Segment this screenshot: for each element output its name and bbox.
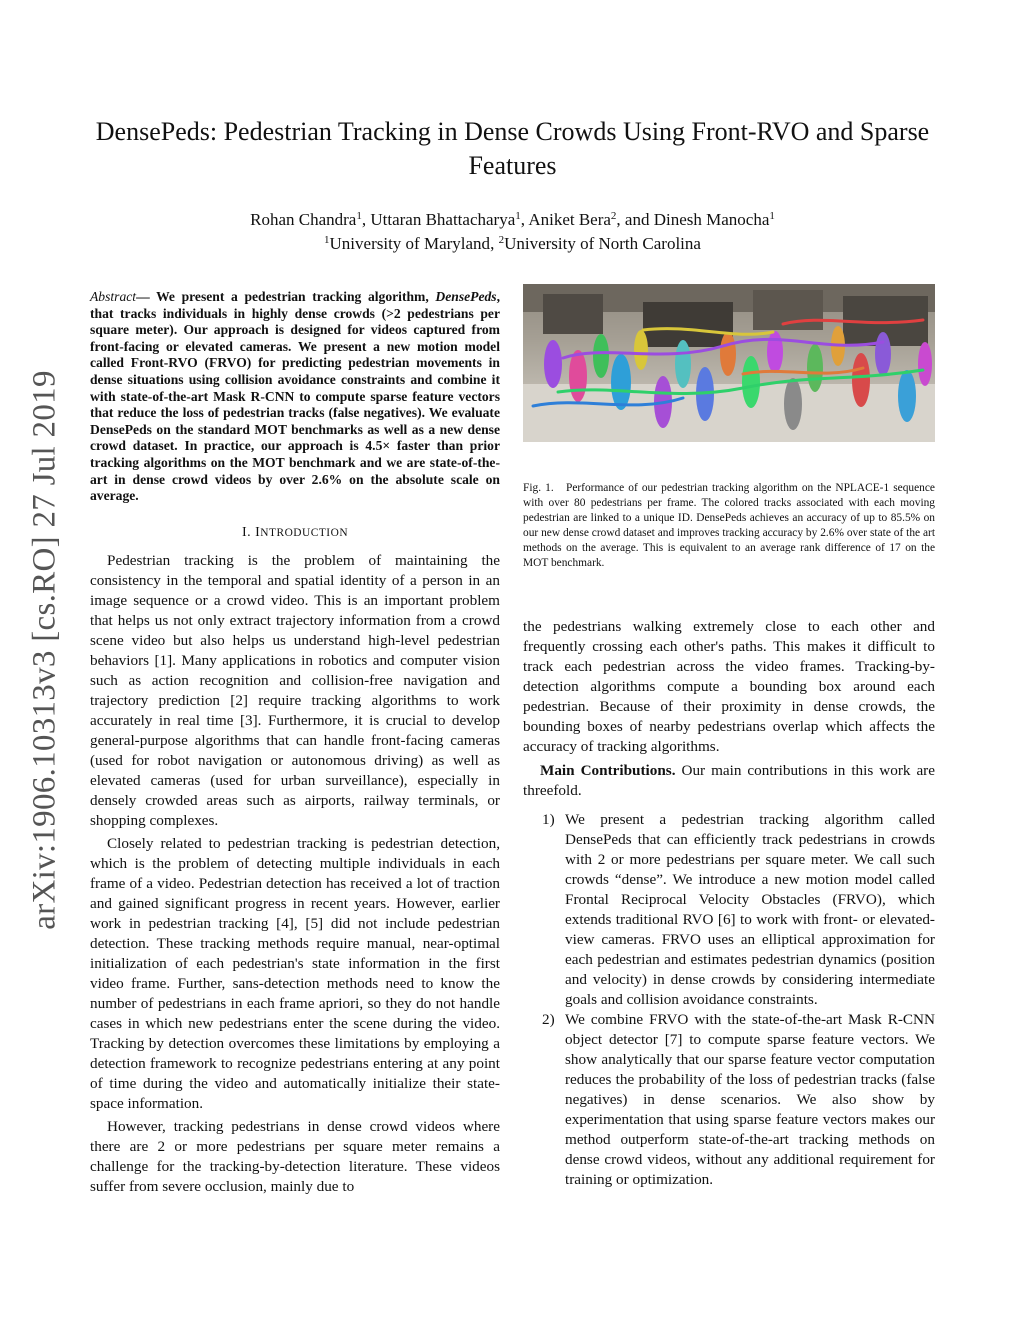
affiliation-marker: 1	[769, 210, 775, 222]
crowd-tracking-illustration	[523, 284, 935, 442]
list-item-number: 2)	[542, 1011, 555, 1028]
list-item-text: We present a pedestrian tracking algorithm called DensePeds that can efficiently track pedestrians in crowds with 2 or more pedestrians per square meter. We call such crowds “dense”. We introduce a new motion model called Frontal Reciprocal Velocity Obstacles (FRVO), which extends traditional RVO [6] to work with front- or elevated-view cameras. FRVO uses an elliptical approximation for each pedestrian and estimates pedestrian dynamics (position and velocity) in dense crowds by considering intermediate goals and collision avoidance constraints.	[565, 811, 935, 1008]
figure-caption	[523, 481, 935, 571]
arxiv-id-text: arXiv:1906.10313v3 [cs.RO] 27 Jul 2019	[26, 370, 63, 930]
author-name: Uttaran Bhattacharya	[370, 210, 516, 229]
author-name: Rohan Chandra	[250, 210, 357, 229]
paper-title: DensePeds: Pedestrian Tracking in Dense Crowds Using Front-RVO and Sparse Features	[95, 117, 930, 180]
figure-caption-text: Performance of our pedestrian tracking algorithm on the NPLACE-1 sequence with over 80 pedestrians per frame. The colored tracks associated with each moving pedestrian are linked to a unique ID. DensePeds achieves an accuracy of up to 85.5% on our new dense crowd dataset and improves tracking accuracy by 2.6% over state of the art methods on the average. This is equivalent to an average rank difference of 17 on the MOT benchmark.	[523, 482, 935, 569]
list-item-text: We combine FRVO with the state-of-the-art Mask R-CNN object detector [7] to compute sparse feature vectors. We show analytically that our sparse feature vector computation reduces the probability of the loss of pedestrian tracks (false negatives) in dense scenarios. We also show by experimentation that using sparse feature vectors makes our method outperform state-of-the-art tracking methods on dense crowd videos, without any additional requirement for training or optimization.	[565, 1011, 935, 1188]
background-structure	[643, 302, 733, 347]
affiliation-list	[90, 232, 935, 256]
section-heading-introduction	[90, 525, 500, 541]
pedestrian-mask	[742, 356, 760, 408]
pedestrian-mask	[544, 340, 562, 388]
affiliation-number: 1	[324, 234, 330, 246]
contributions-intro	[523, 761, 935, 801]
list-item	[523, 810, 935, 1010]
contributions-intro-text: Our main contributions in this work are threefold.	[523, 762, 935, 799]
abstract	[90, 289, 500, 505]
right-column	[523, 617, 935, 1190]
list-item	[523, 1010, 935, 1190]
author-block	[90, 208, 935, 256]
author-separator: , and	[616, 210, 654, 229]
contributions-heading: Main Contributions.	[540, 762, 676, 779]
author-list	[90, 208, 935, 232]
author-separator: ,	[520, 210, 529, 229]
abstract-label: Abstract	[90, 289, 137, 304]
body-paragraph: the pedestrians walking extremely close to each other and frequently crossing each other's paths. This makes it difficult to track each pedestrian across the video frames. Tracking-by-detection algorithms compute a bounding box around each pedestrian. Because of their proximity in dense crowds, the bounding boxes of nearby pedestrians overlap which affects the accuracy of tracking algorithms.	[523, 618, 935, 755]
affiliation-marker: 1	[356, 210, 362, 222]
background-structure	[543, 294, 603, 334]
section-title-rest: NTRODUCTION	[260, 526, 349, 539]
affiliation-separator: ,	[490, 234, 499, 253]
section-title-initial: I	[255, 524, 261, 540]
affiliation-name: University of North Carolina	[504, 234, 701, 253]
pedestrian-mask	[720, 332, 736, 376]
abstract-intro: — We present a pedestrian tracking algorithm,	[136, 289, 436, 304]
intro-paragraph: However, tracking pedestrians in dense crowd videos where there are 2 or more pedestrians per square meter remains a challenge for the tracking-by-detection literature. These videos suffer from severe occlusion, mainly due to	[90, 1117, 500, 1195]
list-item-number: 1)	[542, 811, 555, 828]
pedestrian-mask	[675, 340, 691, 388]
pedestrian-mask	[611, 354, 631, 410]
pedestrian-mask	[593, 334, 609, 378]
intro-paragraph: Closely related to pedestrian tracking is pedestrian detection, which is the problem of detecting multiple individuals in each frame of a video. Pedestrian detection has received a lot of traction and gained significant progress in recent years. However, earlier work in pedestrian tracking [4], [5] did not include pedestrian detection. These tracking methods require manual, near-optimal initialization of each pedestrian's state information in the first video frame. Further, sans-detection methods need to know the number of pedestrians in each frame apriori, so they do not handle cases in which new pedestrians enter the scene during the video. Tracking by detection overcomes these limitations by employing a detection framework to recognize pedestrians entering at any point of time during the video and automatically initialize their state-space information.	[90, 834, 500, 1112]
author-separator: ,	[361, 210, 371, 229]
intro-paragraph: Pedestrian tracking is the problem of maintaining the consistency in the temporal and spatial identity of a person in an image sequence or a crowd video. This is an important problem that helps us not only extract trajectory information from a crowd scene video but also helps us understand high-level pedestrian behaviors [1]. Many applications in robotics and computer vision such as action recognition and collision-free navigation and trajectory prediction [2] require tracking algorithms to work accurately in real time [3]. Furthermore, it is crucial to develop general-purpose algorithms that can handle front-facing cameras (used for robot navigation or autonomous driving) as well as elevated cameras (used for urban surveillance), especially in densely crowded areas such as airports, railway terminals, or shopping complexes.	[90, 551, 500, 829]
author-name: Dinesh Manocha	[653, 210, 770, 229]
affiliation-marker: 1	[515, 210, 521, 222]
pedestrian-mask	[634, 330, 648, 370]
affiliation-marker: 2	[610, 210, 617, 222]
author-name: Aniket Bera	[528, 210, 611, 229]
pedestrian-mask	[784, 378, 802, 430]
abstract-text: , that tracks individuals in highly dense crowds (>2 pedestrians per square meter). Our approach is designed for videos captured from front-facing or elevated cameras. We present a new motion model called Front-RVO (FRVO) for predicting pedestrian movements in dense situations using collision avoidance constraints and combine it with state-of-the-art Mask R-CNN to compute sparse feature vectors that reduce the loss of pedestrian tracks (false negatives). We evaluate DensePeds on the standard MOT benchmarks as well as a new dense crowd dataset. In practice, our approach is 4.5× faster than prior tracking algorithms on the MOT benchmark and we are state-of-the-art in dense crowd videos by over 2.6% on the absolute scale on average.	[90, 289, 500, 504]
contributions-list	[523, 810, 935, 1190]
left-column	[90, 289, 500, 1197]
section-number: I.	[241, 524, 252, 540]
pedestrian-mask	[875, 332, 891, 376]
pedestrian-mask	[852, 353, 870, 407]
abstract-method-name: DensePeds	[435, 289, 497, 304]
pedestrian-mask	[569, 350, 587, 402]
affiliation-number: 2	[498, 234, 505, 246]
pedestrian-mask	[898, 370, 916, 422]
figure-label: Fig. 1.	[523, 482, 554, 494]
affiliation-name: University of Maryland	[329, 234, 491, 253]
pedestrian-mask	[918, 342, 932, 386]
figure-1-image	[523, 284, 935, 442]
pedestrian-mask	[807, 344, 823, 392]
pedestrian-mask	[767, 331, 783, 373]
